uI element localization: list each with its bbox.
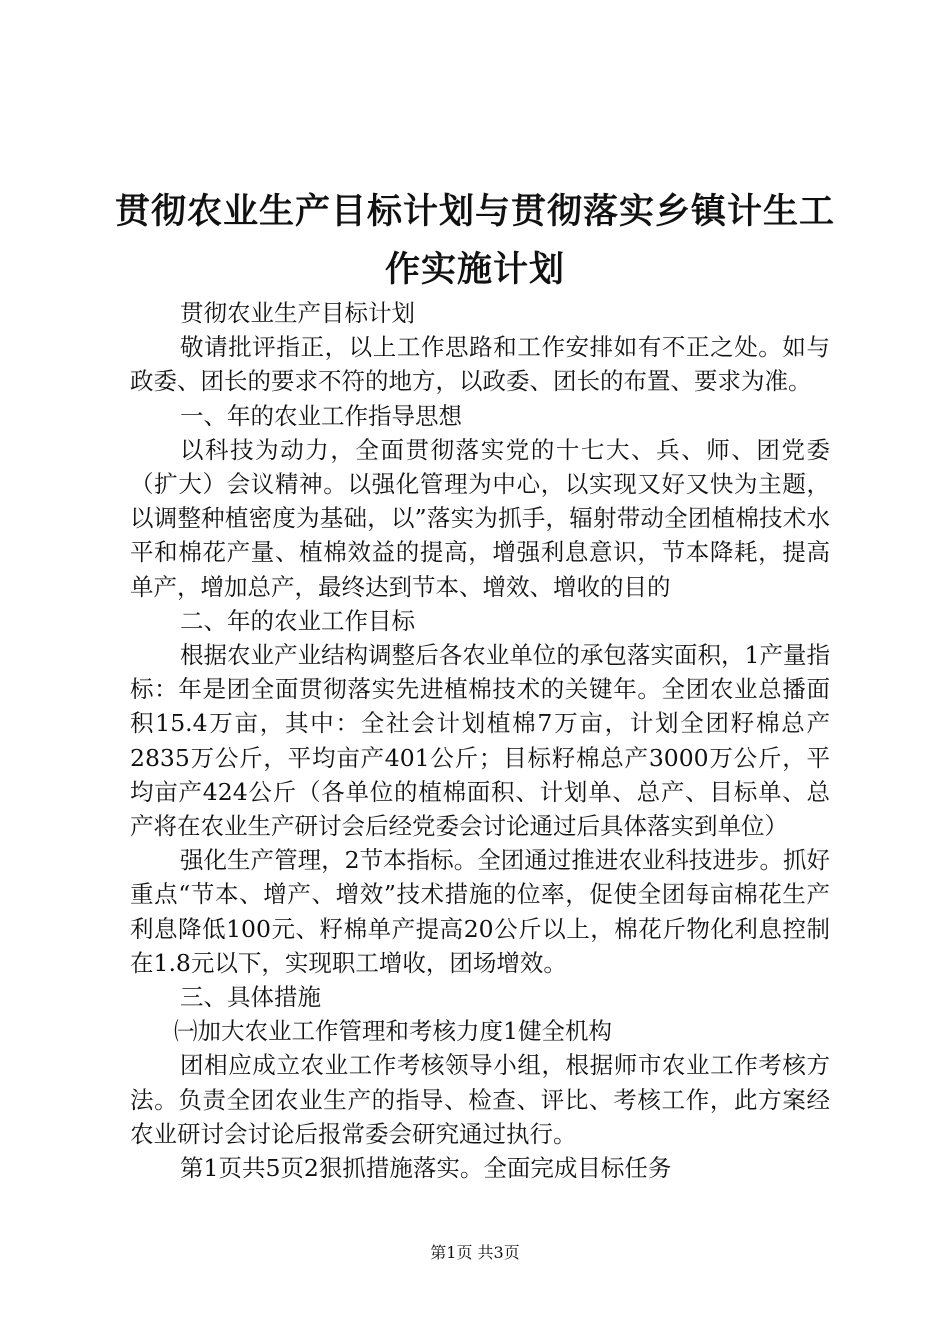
paragraph: 根据农业产业结构调整后各农业单位的承包落实面积，1产量指标：年是团全面贯彻落实先进植棉技术的关键年。全团农业总播面积15.4万亩，其中：全社会计划植棉7万亩，计划全团籽棉总产2835万公斤，平均亩产401公斤；目标籽棉总产3000万公斤，平均亩产424公斤（各单位的植棉面积、计划单、总产、目标单、总产将在农业生产研讨会后经党委会讨论通过后具体落实到单位） — [130, 641, 830, 841]
page-footer: 第1页 共3页 — [430, 1243, 520, 1262]
paragraph: 以科技为动力，全面贯彻落实党的十七大、兵、师、团党委（扩大）会议精神。以强化管理为中心，以实现又好又快为主题，以调整种植密度为基础，以”落实为抓手，辐射带动全团植棉技术水平和棉花产量、植棉效益的提高，增强利息意识，节本降耗，提高单产，增加总产，最终达到节本、增效、增收的目的 — [130, 435, 830, 601]
subsection-heading: ㈠加大农业工作管理和考核力度1健全机构 — [174, 1017, 612, 1046]
document-title-line-2: 作实施计划 — [384, 250, 565, 290]
paragraph: 敬请批评指正，以上工作思路和工作安排如有不正之处。如与政委、团长的要求不符的地方，以政委、团长的布置、要求为准。 — [130, 333, 830, 396]
section-heading: 二、年的农业工作目标 — [180, 606, 415, 635]
section-heading: 一、年的农业工作指导思想 — [180, 401, 462, 430]
paragraph: 第1页共5页2狠抓措施落实。全面完成目标任务 — [180, 1154, 672, 1183]
section-heading: 三、具体措施 — [180, 983, 321, 1012]
document-title-line-1: 贯彻农业生产目标计划与贯彻落实乡镇计生工 — [114, 192, 835, 232]
paragraph: 贯彻农业生产目标计划 — [180, 299, 415, 327]
paragraph: 团相应成立农业工作考核领导小组，根据师市农业工作考核方法。负责全团农业生产的指导、检查、评比、考核工作，此方案经农业研讨会讨论后报常委会研究通过执行。 — [130, 1051, 830, 1148]
document-body — [130, 296, 830, 1185]
paragraph: 强化生产管理，2节本指标。全团通过推进农业科技进步。抓好重点“节本、增产、增效”技术措施的位率，促使全团每亩棉花生产利息降低100元、籽棉单产提高20公斤以上，棉花斤物化利息控制在1.8元以下，实现职工增收，团场增效。 — [130, 846, 830, 977]
